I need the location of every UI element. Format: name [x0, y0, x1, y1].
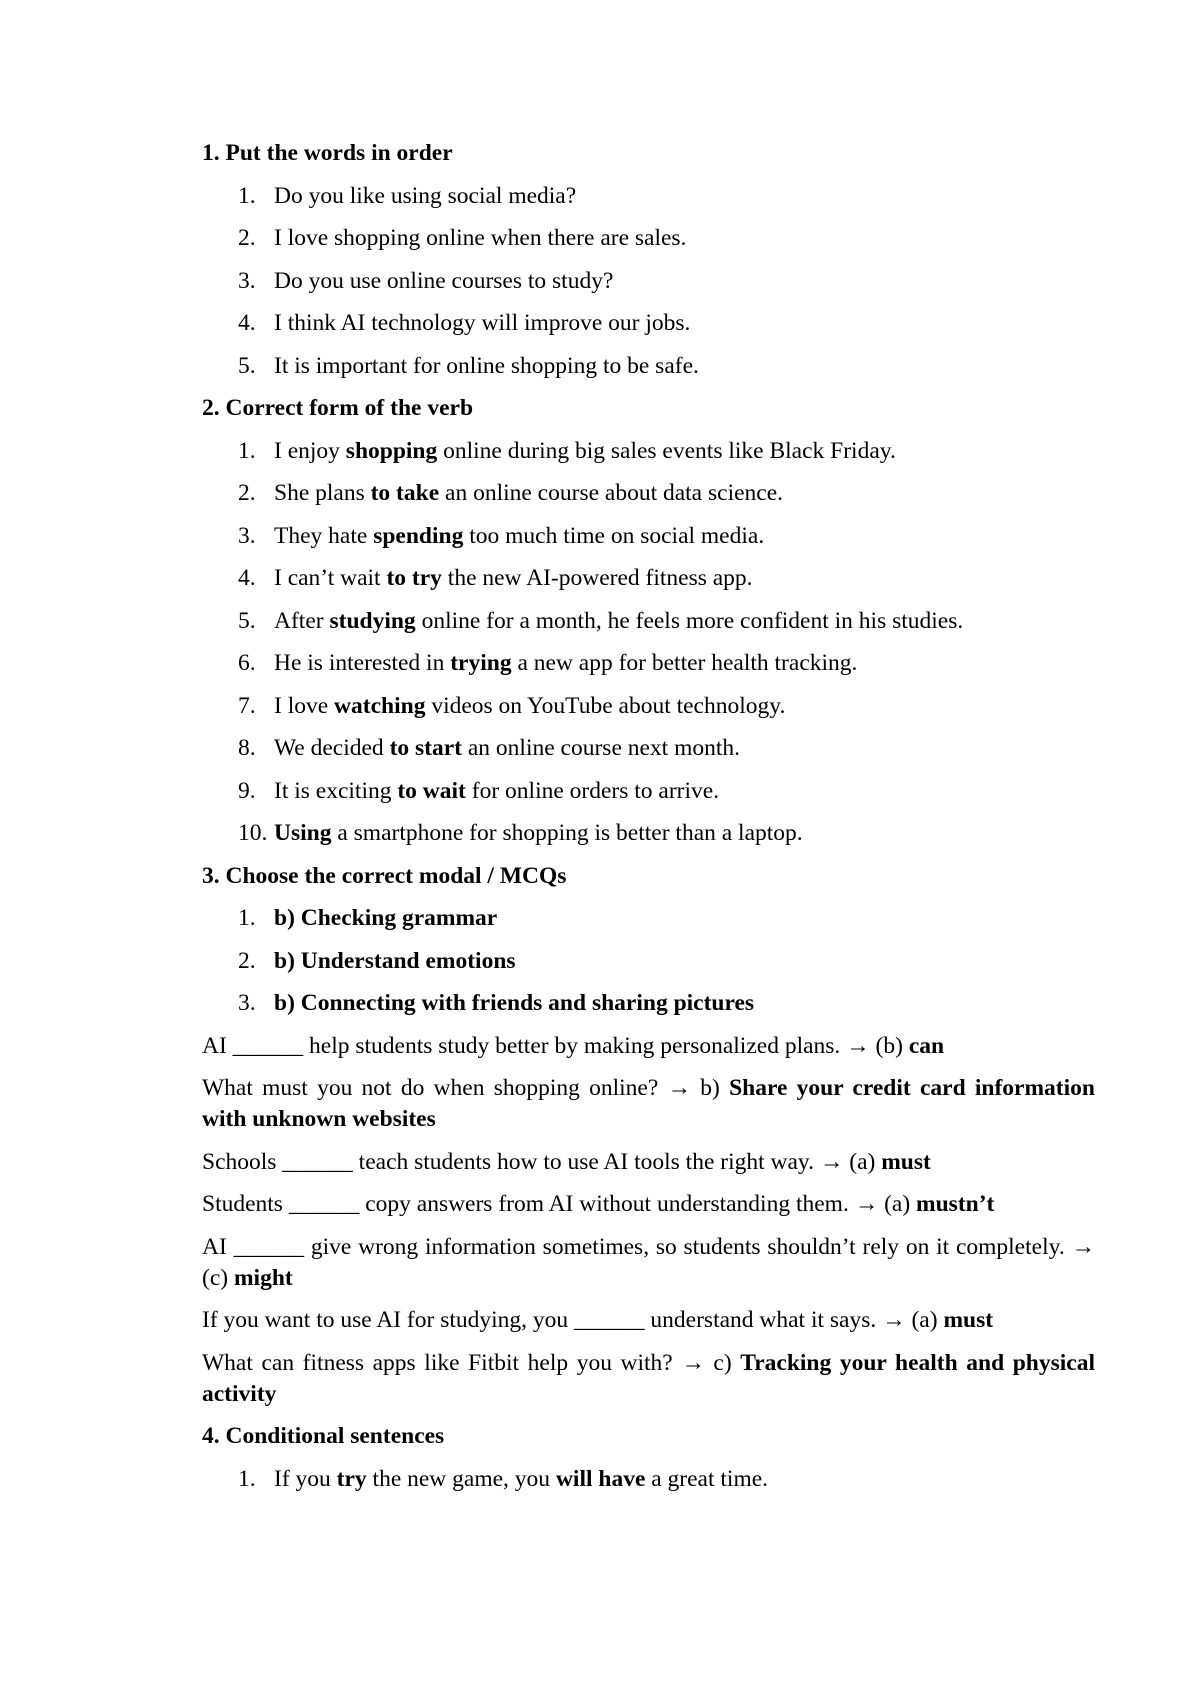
item-number: 5. — [238, 352, 256, 379]
section-heading: 2. Correct form of the verb — [202, 395, 474, 421]
item-text-post: a smartphone for shopping is better than a laptop. — [331, 820, 803, 846]
answer-bold: b) Connecting with friends and sharing pictures — [274, 990, 755, 1016]
answer-bold: must — [881, 1148, 931, 1175]
item-number: 4. — [238, 310, 256, 336]
ordered-list — [202, 436, 1095, 861]
item-number: 3. — [238, 990, 256, 1016]
answer-bold: spending — [373, 522, 464, 549]
answer-bold: to wait — [397, 777, 466, 804]
list-item — [202, 478, 1095, 521]
list-item — [202, 1464, 1095, 1507]
item-number: 2. — [238, 947, 256, 974]
ordered-list — [202, 903, 1095, 1031]
item-number: 6. — [238, 650, 256, 676]
answer-bold: watching — [334, 692, 426, 719]
question-text: Students ______ copy answers from AI without understanding them. → (a) — [202, 1191, 917, 1217]
item-number: 9. — [238, 777, 256, 804]
list-item — [202, 308, 1095, 351]
list-item — [202, 436, 1095, 479]
answer-bold: b) Checking grammar — [274, 905, 498, 931]
item-number: 10. — [238, 820, 268, 846]
answer-bold: Using — [274, 820, 332, 846]
answer-bold: will have — [555, 1465, 646, 1492]
item-text-pre: It is exciting — [274, 777, 398, 804]
item-text-post: a new app for better health tracking. — [511, 650, 858, 676]
list-item — [202, 181, 1095, 224]
item-text-post: the new AI-powered fitness app. — [441, 565, 753, 591]
list-item — [202, 563, 1095, 606]
item-text-pre: He is interested in — [274, 650, 451, 676]
answer-bold: trying — [450, 650, 512, 676]
item-number: 1. — [238, 182, 256, 209]
question-paragraph — [202, 1073, 1095, 1135]
question-text: AI ______ give wrong information sometimes, so students shouldn’t rely on it completely. → (c) — [202, 1233, 1095, 1291]
item-text-pre: We decided — [274, 735, 390, 761]
item-number: 2. — [238, 480, 256, 506]
item-number: 2. — [238, 225, 256, 251]
item-text: It is important for online shopping to be safe. — [274, 352, 699, 379]
list-item — [202, 266, 1095, 309]
item-number: 3. — [238, 267, 256, 294]
question-paragraph — [202, 1189, 1095, 1220]
question-paragraph — [202, 1147, 1095, 1178]
question-text: If you want to use AI for studying, you ______ understand what it says. → (a) — [202, 1307, 944, 1333]
list-item — [202, 776, 1095, 819]
item-text-post: online during big sales events like Black Friday. — [437, 437, 896, 464]
answer-bold: Tracking your health and physical activity — [202, 1349, 1096, 1407]
ordered-list — [202, 181, 1095, 394]
item-text-post: online for a month, he feels more confident in his studies. — [415, 607, 964, 634]
list-item — [202, 946, 1095, 989]
question-paragraph — [202, 1348, 1095, 1410]
item-text-mid: the new game, you — [366, 1465, 556, 1492]
item-text: Do you use online courses to study? — [274, 267, 614, 294]
item-number: 1. — [238, 1465, 256, 1492]
question-paragraph — [202, 1305, 1095, 1336]
question-text: AI ______ help students study better by making personalized plans. → (b) — [202, 1032, 909, 1059]
item-text-post: for online orders to arrive. — [465, 777, 720, 804]
ordered-list — [202, 1464, 1095, 1507]
list-item — [202, 903, 1095, 946]
answer-bold: studying — [329, 607, 416, 634]
item-text-post: videos on YouTube about technology. — [425, 692, 786, 719]
item-text-post: an online course next month. — [462, 735, 741, 761]
list-item — [202, 351, 1095, 394]
question-text: Schools ______ teach students how to use AI tools the right way. → (a) — [202, 1148, 882, 1175]
item-text-pre: I enjoy — [274, 437, 346, 464]
list-item — [202, 648, 1095, 691]
question-text: What must you not do when shopping online? → b) — [202, 1075, 730, 1101]
list-item — [202, 223, 1095, 266]
item-text: I love shopping online when there are sales. — [274, 225, 687, 251]
question-text: What can fitness apps like Fitbit help you with? → c) — [202, 1349, 741, 1376]
list-item — [202, 521, 1095, 564]
answer-bold: to take — [370, 480, 440, 506]
item-text-pre: I love — [274, 692, 335, 719]
list-item — [202, 606, 1095, 649]
item-text-pre: After — [274, 607, 330, 634]
item-number: 7. — [238, 692, 256, 719]
answer-bold: to start — [389, 735, 462, 761]
item-number: 4. — [238, 565, 256, 591]
answer-bold: shopping — [345, 437, 438, 464]
item-text-pre: They hate — [274, 522, 374, 549]
answer-bold: try — [336, 1465, 367, 1492]
list-item — [202, 988, 1095, 1031]
item-text-post: too much time on social media. — [463, 522, 765, 549]
answer-bold: to try — [386, 565, 442, 591]
item-text-post: a great time. — [645, 1465, 769, 1492]
question-paragraph — [202, 1232, 1095, 1294]
item-number: 5. — [238, 607, 256, 634]
section-heading: 3. Choose the correct modal / MCQs — [202, 862, 567, 889]
answer-bold: Share your credit card information with unknown websites — [202, 1075, 1095, 1132]
item-text-post: an online course about data science. — [439, 480, 784, 506]
item-text-pre: I can’t wait — [274, 565, 387, 591]
item-text: I think AI technology will improve our jobs. — [274, 310, 691, 336]
answer-bold: can — [908, 1032, 945, 1059]
list-item — [202, 733, 1095, 776]
section-heading: 4. Conditional sentences — [202, 1423, 445, 1449]
item-number: 1. — [238, 905, 256, 931]
item-text: Do you like using social media? — [274, 182, 577, 209]
answer-bold: must — [943, 1307, 994, 1333]
answer-bold: b) Understand emotions — [274, 947, 516, 974]
list-item — [202, 818, 1095, 861]
document-page — [202, 138, 1095, 1506]
section-heading: 1. Put the words in order — [202, 140, 453, 166]
item-text-pre: If you — [274, 1465, 337, 1492]
answer-bold: mustn’t — [916, 1191, 995, 1217]
item-number: 1. — [238, 437, 256, 464]
question-paragraph — [202, 1031, 1095, 1062]
list-item — [202, 691, 1095, 734]
item-number: 8. — [238, 735, 256, 761]
item-number: 3. — [238, 522, 256, 549]
answer-bold: might — [233, 1264, 293, 1291]
item-text-pre: She plans — [274, 480, 371, 506]
